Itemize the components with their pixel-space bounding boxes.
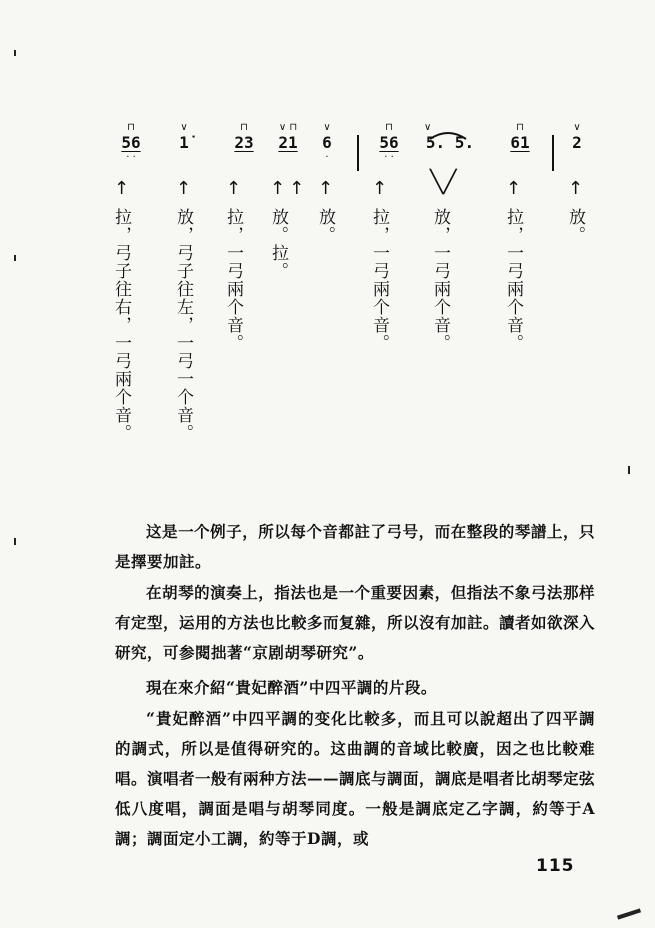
note-numbers: 56 [379,133,399,152]
paragraph-2: 在胡琴的演奏上，指法也是一个重要因素，但指法不象弓法那样有定型，运用的方法也比較多而复雜，所以沒有加註。讀者如欲深入研究，可参閱拙著“京剧胡琴研究”。 [115,583,596,662]
bow-mark: ⊓ [385,122,393,133]
arrow-up-icon: ↑ [372,178,388,199]
note-numbers: 6 [322,133,332,152]
bow-mark: ⊓ [240,122,248,133]
octave-dots [566,152,588,164]
paragraph-3: 現在來介紹“貴妃醉酒”中四平調的片段。 [146,678,437,697]
annotation-text: 放。拉。 [268,208,288,280]
arrow-up-icon: ↑ [114,178,130,199]
bow-mark: ∨ [180,122,188,133]
note-numbers: 23 [234,133,254,152]
octave-dots [420,152,480,164]
left-margin-mark [14,538,16,545]
note-numbers: 1̇ [179,133,189,152]
note-numbers: 2 [572,133,582,152]
notation-group-2 [172,122,196,164]
right-margin-mark [628,466,630,474]
notation-group-9 [566,122,588,164]
octave-dots: · · [126,152,136,163]
left-margin-mark [14,50,16,56]
annotation-text: 拉，弓子往右，一弓兩个音。 [111,208,131,442]
bar-line [357,135,359,171]
notation-group-3 [226,122,262,164]
arrow-up-icon: ↑ [568,178,584,199]
note-numbers: 5. 5. [425,133,475,152]
note-numbers: 56 [121,133,141,152]
bow-mark: ∨ [424,122,432,133]
octave-dots: · [325,152,329,163]
annotation-text: 拉，一弓兩个音。 [369,208,389,352]
octave-dots [172,152,196,164]
paragraph-4: “貴妃醉酒”中四平調的变化比較多，而且可以說超出了四平調的調式，所以是值得研究的。这曲調的音域比較廣，因之也比較难唱。演唱者一般有兩种方法——調底与調面，調底是唱者比胡琴定弦低八度唱，調面是唱与胡琴同度。一般是調底定乙字調，約等于A調；調面定小工調，約等于D調，或 [115,709,596,848]
left-margin-mark [14,255,16,261]
annotation-text: 放，弓子往左，一弓一个音。 [173,208,193,442]
note-numbers: 61 [510,133,530,152]
annotation-text: 放。 [565,208,585,244]
arrow-up-icon: ↑ [226,178,242,199]
notation-group-5 [316,122,338,164]
notation-group-6 [370,122,408,164]
tie-arc [428,130,468,140]
arrow-up-icon: ↑ [506,178,522,199]
notation-group-1 [112,122,150,164]
bar-line [552,135,554,171]
bow-mark: ⊓ [516,122,524,133]
arrow-up-icon: ↑ [318,178,334,199]
arrow-up-icon: ↑ [176,178,192,199]
notation-group-7 [420,122,480,164]
paragraph-1: 这是一个例子，所以每个音都註了弓号，而在整段的琴譜上，只是擇要加註。 [115,522,595,571]
octave-dots [226,152,262,164]
bow-mark: ∨ [323,122,331,133]
bow-mark: ∨ ⊓ [278,122,298,133]
bow-mark: ∨ [573,122,581,133]
annotation-text: 拉，一弓兩个音。 [223,208,243,352]
notation-group-4 [268,122,308,164]
annotation-text: 放。 [315,208,335,244]
octave-dots [502,152,538,164]
page-number: 115 [536,856,575,876]
octave-dots [268,152,308,164]
note-numbers: 21 [278,133,298,152]
notation-group-8 [502,122,538,164]
octave-dots: · · [384,152,394,163]
converging-arrows-icon: ╲╱ [430,170,457,195]
bow-mark: ⊓ [127,122,135,133]
annotation-text: 放，一弓兩个音。 [430,208,450,352]
corner-smudge [617,908,641,919]
arrow-up-icon: ↑↑ [270,178,309,199]
annotation-text: 拉，一弓兩个音。 [503,208,523,352]
